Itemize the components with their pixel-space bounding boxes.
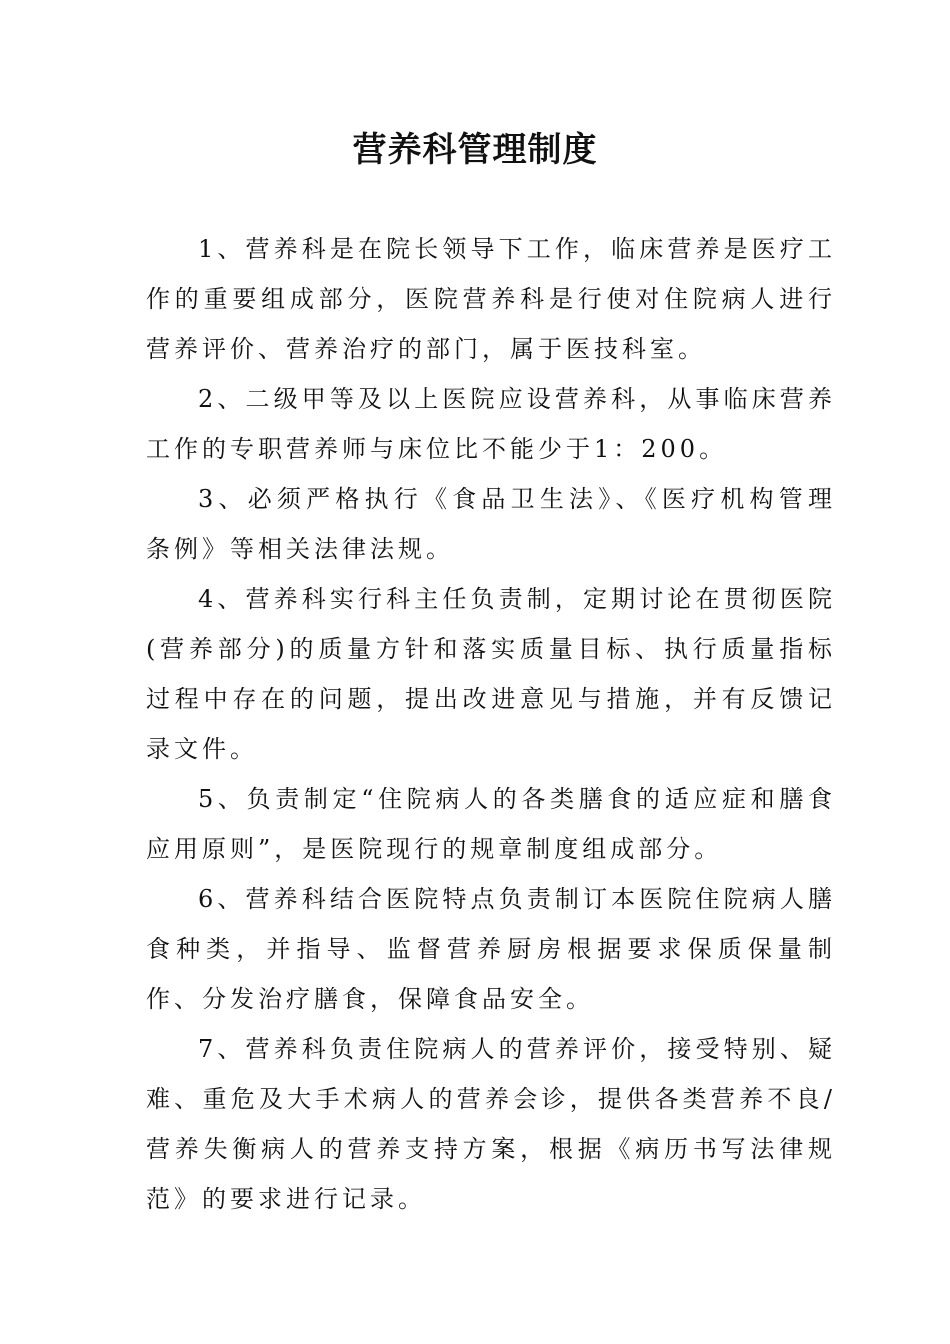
paragraph-7: 7、营养科负责住院病人的营养评价，接受特别、疑难、重危及大手术病人的营养会诊，提供各类营养不良/营养失衡病人的营养支持方案，根据《病历书写法律规范》的要求进行记录。	[146, 1035, 836, 1213]
paragraph-3: 3、必须严格执行《食品卫生法》、《医疗机构管理条例》等相关法律法规。	[146, 485, 836, 563]
paragraph-4: 4、营养科实行科主任负责制，定期讨论在贯彻医院(营养部分)的质量方针和落实质量目标、执行质量指标过程中存在的问题，提出改进意见与措施，并有反馈记录文件。	[146, 585, 836, 763]
document-body	[146, 224, 836, 1224]
paragraph-5: 5、负责制定“住院病人的各类膳食的适应症和膳食应用原则”，是医院现行的规章制度组成部分。	[146, 785, 836, 863]
paragraph-6: 6、营养科结合医院特点负责制订本医院住院病人膳食种类，并指导、监督营养厨房根据要求保质保量制作、分发治疗膳食，保障食品安全。	[146, 885, 836, 1013]
paragraph-2: 2、二级甲等及以上医院应设营养科，从事临床营养工作的专职营养师与床位比不能少于1：200。	[146, 385, 836, 463]
page-title: 营养科管理制度	[352, 130, 598, 170]
paragraph-1: 1、营养科是在院长领导下工作，临床营养是医疗工作的重要组成部分，医院营养科是行使对住院病人进行营养评价、营养治疗的部门，属于医技科室。	[146, 235, 836, 363]
